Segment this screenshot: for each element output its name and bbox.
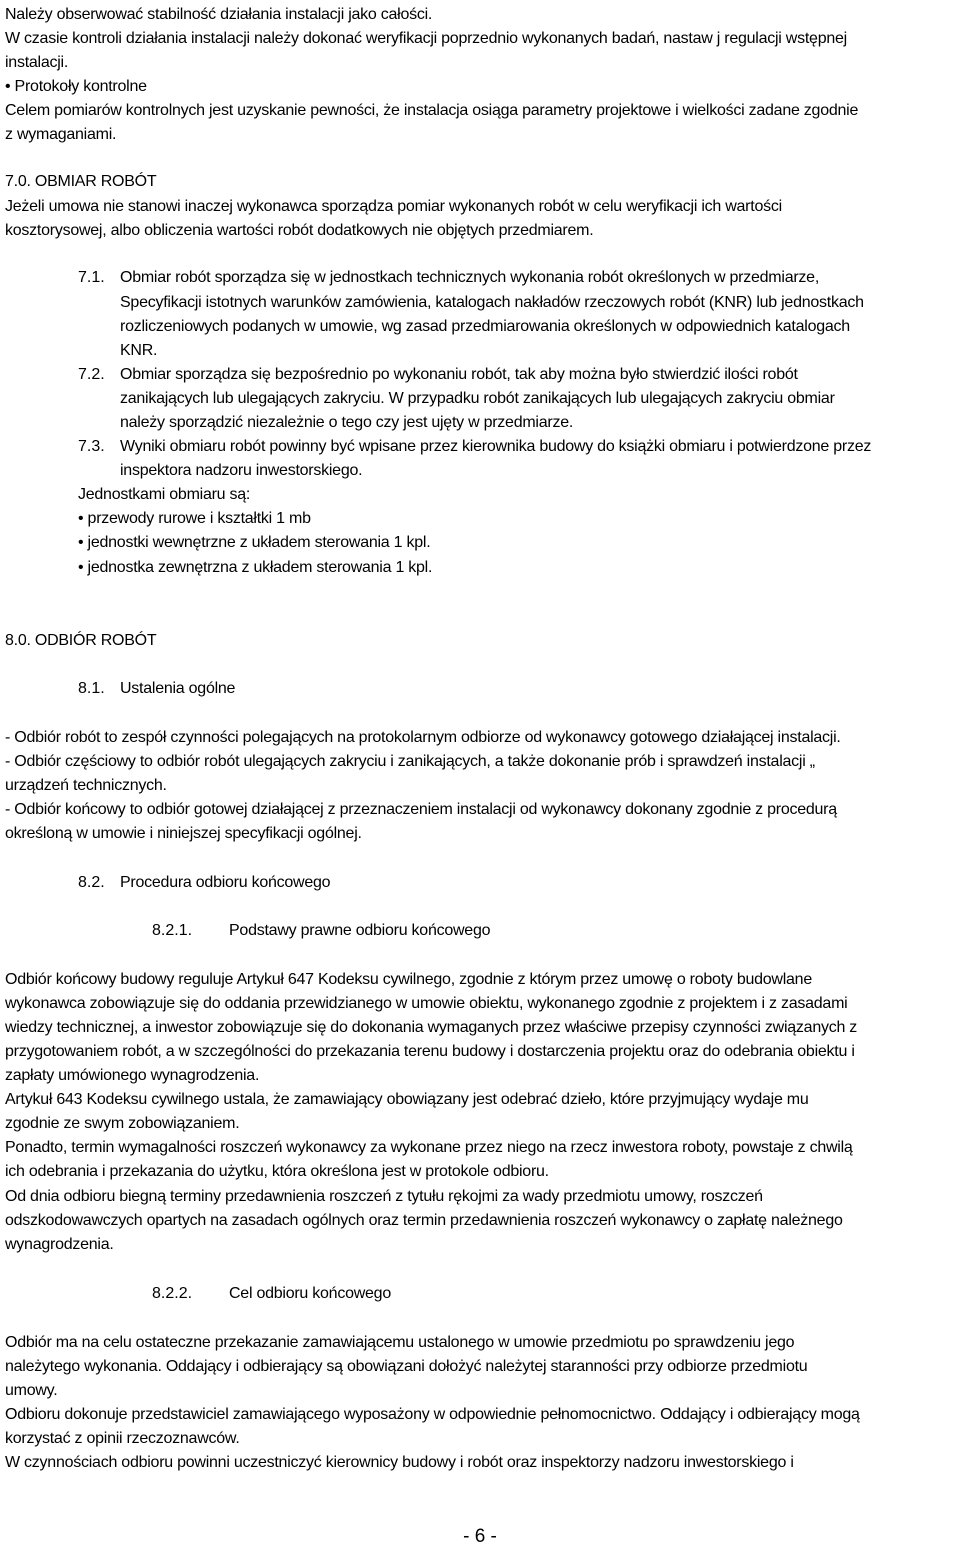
section-heading-8: 8.0. ODBIÓR ROBÓT	[5, 632, 157, 649]
definition-line: - Odbiór częściowy to odbiór robót ulegających zakryciu i zanikających, a także dokonanie prób i sprawdzeń instalacji „	[5, 753, 815, 770]
page-number: - 6 -	[463, 1526, 497, 1547]
paragraph-line: Jeżeli umowa nie stanowi inaczej wykonawca sporządza pomiar wykonanych robót w celu weryfikacji ich wartości	[5, 198, 782, 215]
item-number: 7.1.	[78, 269, 105, 286]
subsection-heading: Cel odbioru końcowego	[229, 1285, 391, 1302]
paragraph-line: W czynnościach odbioru powinni uczestniczyć kierownicy budowy i robót oraz inspektorzy nadzoru inwestorskiego i	[5, 1454, 794, 1471]
item-line: zanikających lub ulegających zakryciu. W przypadku robót zanikających lub ulegających zakryciu obmiar	[120, 390, 835, 407]
item-line: inspektora nadzoru inwestorskiego.	[120, 462, 363, 479]
intro-line: W czasie kontroli działania instalacji należy dokonać weryfikacji poprzednio wykonanych badań, nastaw j regulacji wstępnej	[5, 30, 847, 47]
paragraph-line: Odbiór ma na celu ostateczne przekazanie zamawiającemu ustalonego w umowie przedmiotu po sprawdzeniu jego	[5, 1334, 795, 1351]
section-heading-7: 7.0. OBMIAR ROBÓT	[5, 173, 157, 190]
unit-bullet: • przewody rurowe i kształtki 1 mb	[78, 510, 311, 527]
subsection-heading: Podstawy prawne odbioru końcowego	[229, 922, 491, 939]
paragraph-line: ich odebrania i przekazania do użytku, która określona jest w protokole odbioru.	[5, 1163, 549, 1180]
paragraph-line: Od dnia odbioru biegną terminy przedawnienia roszczeń z tytułu rękojmi za wady przedmiotu umowy, roszczeń	[5, 1188, 763, 1205]
intro-line: z wymaganiami.	[5, 126, 117, 143]
item-line: Specyfikacji istotnych warunków zamówienia, katalogach nakładów rzeczowych robót (KNR) lub jednostkach	[120, 294, 864, 311]
paragraph-line: Ponadto, termin wymagalności roszczeń wykonawcy za wykonane przez niego na rzecz inwestora roboty, powstaje z chwilą	[5, 1139, 853, 1156]
paragraph-line: korzystać z opinii rzeczoznawców.	[5, 1430, 240, 1447]
paragraph-line: wiedzy technicznej, a inwestor zobowiązuje się do dokonania wymaganych przez właściwe przepisy czynności związanych z	[5, 1019, 858, 1036]
item-line: Obmiar sporządza się bezpośrednio po wykonaniu robót, tak aby można było stwierdzić ilości robót	[120, 366, 798, 383]
item-line: rozliczeniowych podanych w umowie, wg zasad przedmiarowania określonych w odpowiednich katalogach	[120, 318, 850, 335]
definition-line: - Odbiór robót to zespół czynności polegających na protokolarnym odbiorze od wykonawcy gotowego działającej instalacji.	[5, 729, 841, 746]
paragraph-line: przygotowaniem robót, a w szczególności do przekazania terenu budowy i dostarczenia projektu oraz do odebrania obiektu i	[5, 1043, 855, 1060]
paragraph-line: umowy.	[5, 1382, 58, 1399]
item-number: 7.2.	[78, 366, 105, 383]
definition-line: określoną w umowie i niniejszej specyfikacji ogólnej.	[5, 825, 362, 842]
paragraph-line: Odbioru dokonuje przedstawiciel zamawiającego wyposażony w odpowiednie pełnomocnictwo. Oddający i odbierający mogą	[5, 1406, 860, 1423]
subsection-number: 8.2.1.	[152, 922, 193, 939]
subsection-number: 8.2.2.	[152, 1285, 193, 1302]
subsection-number: 8.2.	[78, 874, 105, 891]
paragraph-line: Artykuł 643 Kodeksu cywilnego ustala, że zamawiający obowiązany jest odebrać dzieło, które przyjmujący wydaje mu	[5, 1091, 809, 1108]
subsection-heading: Procedura odbioru końcowego	[120, 874, 331, 891]
paragraph-line: kosztorysowej, albo obliczenia wartości robót dodatkowych nie objętych przedmiarem.	[5, 222, 594, 239]
item-number: 7.3.	[78, 438, 105, 455]
item-line: należy sporządzić niezależnie o tego czy jest ujęty w przedmiarze.	[120, 414, 574, 431]
intro-line: Celem pomiarów kontrolnych jest uzyskanie pewności, że instalacja osiąga parametry projektowe i wielkości zadane zgodnie	[5, 102, 859, 119]
intro-line: Należy obserwować stabilność działania instalacji jako całości.	[5, 6, 433, 23]
paragraph-line: odszkodowawczych opartych na zasadach ogólnych oraz termin przedawnienia roszczeń wykonawcy o zapłatę należnego	[5, 1212, 843, 1229]
paragraph-line: wynagrodzenia.	[5, 1236, 114, 1253]
item-line: KNR.	[120, 342, 158, 359]
item-line: Wyniki obmiaru robót powinny być wpisane przez kierownika budowy do książki obmiaru i potwierdzone przez	[120, 438, 872, 455]
definition-line: urządzeń technicznych.	[5, 777, 167, 794]
item-line: Obmiar robót sporządza się w jednostkach technicznych wykonania robót określonych w przedmiarze,	[120, 269, 820, 286]
paragraph-line: należytego wykonania. Oddający i odbierający są obowiązani dołożyć należytej staranności przy odbiorze przedmiotu	[5, 1358, 808, 1375]
units-heading: Jednostkami obmiaru są:	[78, 486, 251, 503]
paragraph-line: zapłaty umówionego wynagrodzenia.	[5, 1067, 260, 1084]
subsection-heading: Ustalenia ogólne	[120, 680, 236, 697]
paragraph-line: Odbiór końcowy budowy reguluje Artykuł 647 Kodeksu cywilnego, zgodnie z którym przez umowę o roboty budowlane	[5, 971, 812, 988]
intro-line: instalacji.	[5, 54, 69, 71]
paragraph-line: zgodnie ze swym zobowiązaniem.	[5, 1115, 240, 1132]
subsection-number: 8.1.	[78, 680, 105, 697]
bullet-protokoly: • Protokoły kontrolne	[5, 78, 147, 95]
definition-line: - Odbiór końcowy to odbiór gotowej działającej z przeznaczeniem instalacji od wykonawcy dokonany zgodnie z procedurą	[5, 801, 837, 818]
paragraph-line: wykonawca zobowiązuje się do oddania przewidzianego w umowie obiektu, wykonanego zgodnie z projektem i z zasadami	[5, 995, 848, 1012]
unit-bullet: • jednostka zewnętrzna z układem sterowania 1 kpl.	[78, 559, 433, 576]
unit-bullet: • jednostki wewnętrzne z układem sterowania 1 kpl.	[78, 534, 431, 551]
